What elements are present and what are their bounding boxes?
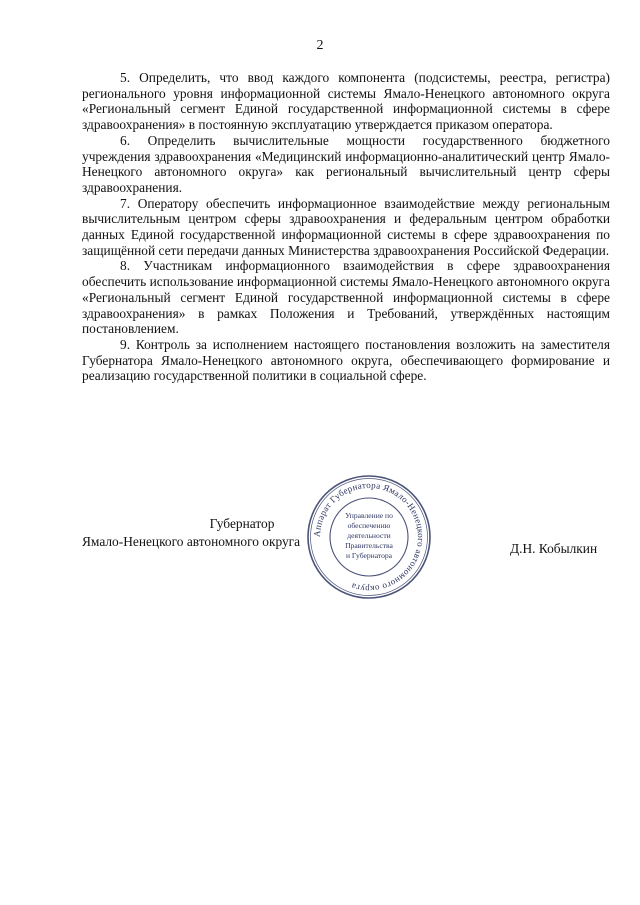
paragraph-7: 7. Оператору обеспечить информационное взаимодействие между региональным вычислительным центром сферы здравоохранения и федеральным центром обработки данных Единой государственной информационной системы в сфере здравоохранения по защищённой сети передачи данных Министерства здравоохранения Российской Федерации. [82, 195, 610, 258]
signatory-name: Д.Н. Кобылкин [510, 541, 598, 556]
svg-text:Управление по: Управление по [345, 511, 393, 520]
page-number: 2 [316, 38, 324, 53]
seal-ring-text: Аппарат Губернатора Ямало-Ненецкого автономного округа [311, 479, 427, 595]
paragraph-9: 9. Контроль за исполнением настоящего постановления возложить на заместителя Губернатора Ямало-Ненецкого автономного округа, обеспечивающего формирование и реализацию государственной политики в социальной сфере. [82, 336, 610, 384]
svg-text:Правительства: Правительства [345, 541, 393, 550]
document-body [82, 70, 610, 384]
signature-block [0, 479, 640, 635]
paragraph-8: 8. Участникам информационного взаимодействия в сфере здравоохранения обеспечить использование информационной системы Ямало-Ненецкого автономного округа «Региональный сегмент Единой государственной информационной системы в сфере здравоохранения» в рамках Положения и Требований, утверждённых настоящим постановлением. [82, 258, 610, 337]
paragraph-5: 5. Определить, что ввод каждого компонента (подсистемы, реестра, регистра) регионального уровня информационной системы Ямало-Ненецкого автономного округа «Региональный сегмент Единой государственной информационной системы в сфере здравоохранения» в постоянную эксплуатацию утверждается приказом оператора. [82, 70, 610, 133]
svg-text:и Губернатора: и Губернатора [345, 551, 393, 560]
official-seal-stamp [305, 473, 433, 601]
signatory-title-line1: Губернатор [209, 516, 275, 531]
svg-text:обеспечению: обеспечению [347, 521, 391, 530]
paragraph-6: 6. Определить вычислительные мощности государственного бюджетного учреждения здравоохранения «Медицинский информационно-аналитический центр Ямало-Ненецкого автономного округа» как региональный вычислительный центр сферы здравоохранения. [82, 132, 610, 195]
signatory-title-line2: Ямало-Ненецкого автономного округа [82, 534, 301, 549]
svg-text:деятельности: деятельности [347, 531, 391, 540]
seal-center-text [345, 511, 393, 560]
